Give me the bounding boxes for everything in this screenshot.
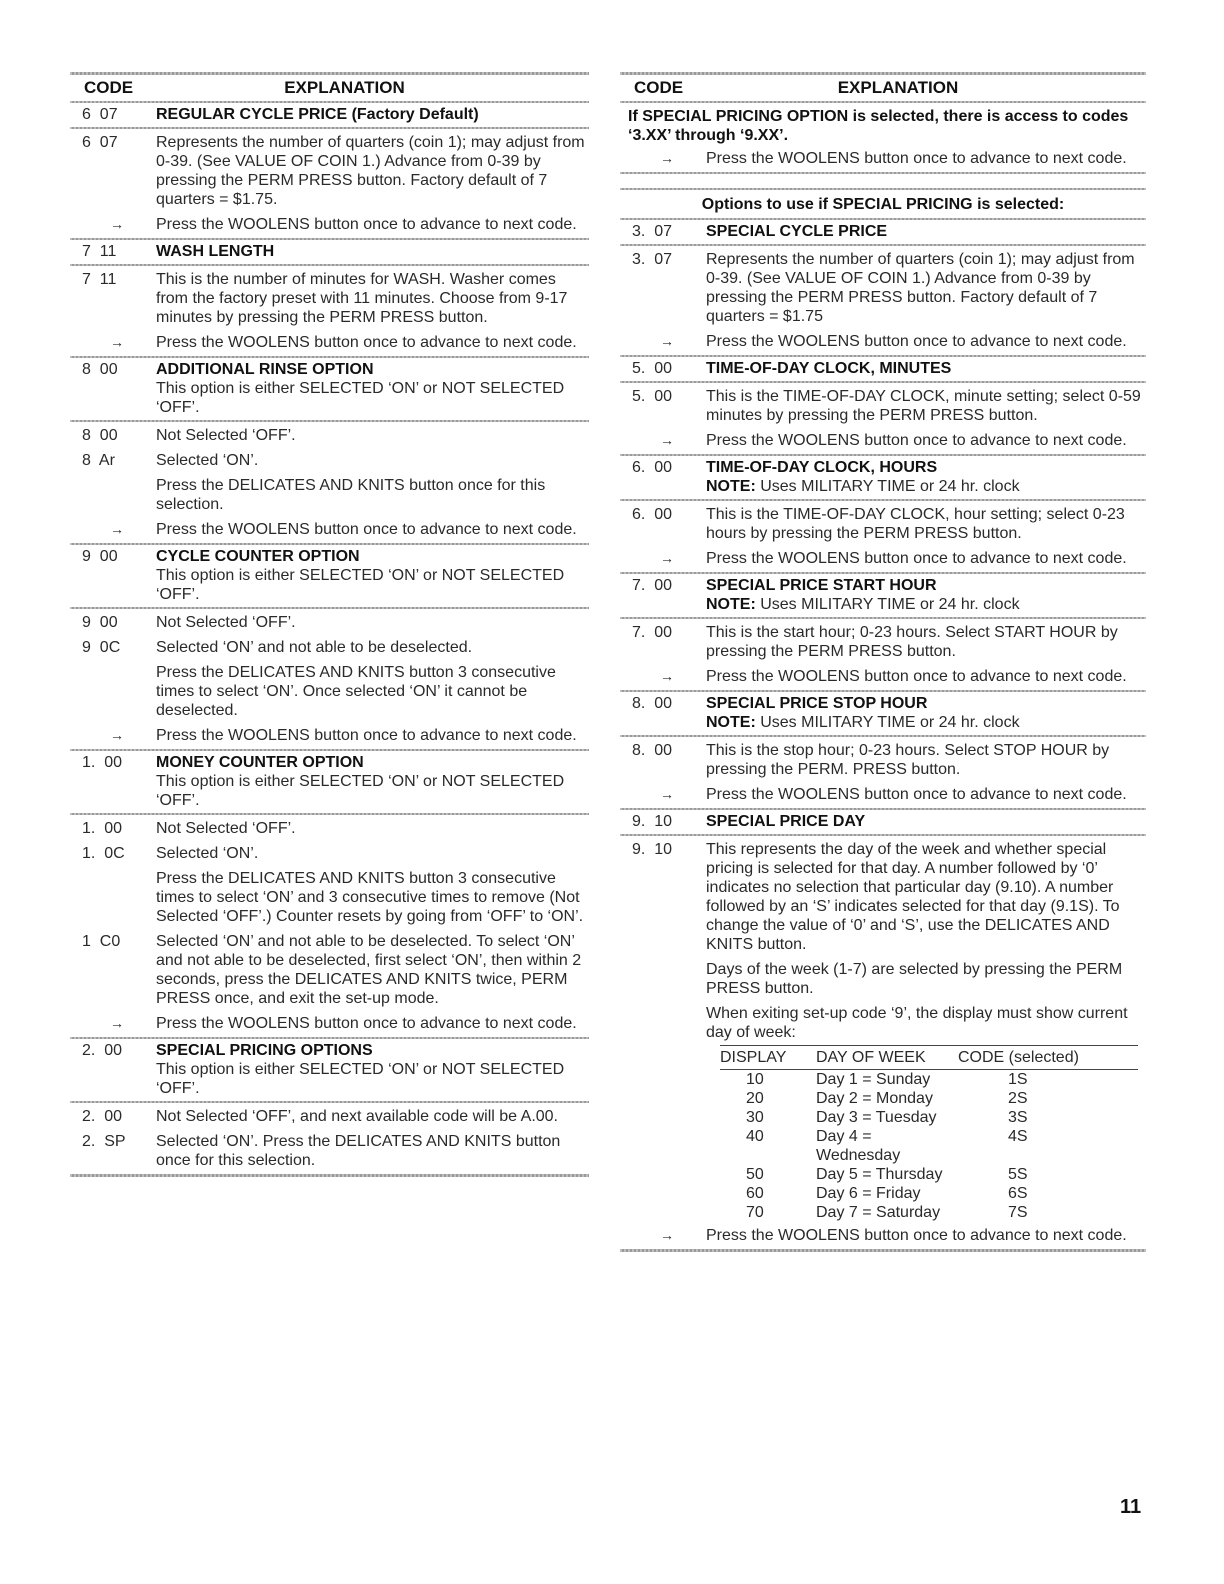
explanation: Days of the week (1-7) are selected by pressing the PERM PRESS button.: [706, 961, 1123, 997]
arrow-icon: →: [110, 727, 124, 743]
days-table-header: [720, 1045, 1138, 1070]
section-subtitle: This option is either SELECTED ‘ON’ or NOT SELECTED ‘OFF’.: [156, 1061, 565, 1097]
code: 8. 00: [632, 742, 673, 759]
days-table-row: [720, 1089, 1138, 1108]
explanation: This is the stop hour; 0-23 hours. Select STOP HOUR by pressing the PERM. PRESS button.: [706, 742, 1110, 778]
explanation: Press the WOOLENS button once to advance to next code.: [706, 786, 1127, 803]
code: 2. 00: [82, 1042, 123, 1059]
table-row: [70, 1132, 589, 1170]
day-value: Day 4 = Wednesday: [816, 1128, 901, 1164]
explanation: Press the WOOLENS button once to advance to next code.: [706, 333, 1127, 350]
table-row: [70, 520, 589, 539]
section-title: SPECIAL PRICE START HOUR: [706, 577, 937, 594]
arrow-icon: →: [660, 150, 674, 166]
note-text: Uses MILITARY TIME or 24 hr. clock: [755, 478, 1020, 495]
code: 9 00: [82, 548, 118, 565]
section-title: SPECIAL PRICING OPTIONS: [156, 1042, 373, 1059]
table-row: [70, 333, 589, 352]
day-value: Day 5 = Thursday: [816, 1166, 943, 1183]
right-column: [620, 72, 1146, 1252]
code: 7 11: [82, 271, 117, 288]
code: 3. 07: [632, 223, 673, 240]
explanation: Press the WOOLENS button once to advance to next code.: [706, 1227, 1127, 1244]
code: 3. 07: [632, 251, 673, 268]
days-table-row: [720, 1184, 1138, 1203]
day-value: Day 1 = Sunday: [816, 1071, 931, 1088]
divider: [70, 749, 589, 751]
arrow-icon: →: [110, 521, 124, 537]
days-table-row: [720, 1203, 1138, 1222]
left-column: [70, 72, 589, 1177]
section-heading: [70, 753, 589, 810]
day-value: Day 7 = Saturday: [816, 1204, 941, 1221]
code: 8. 00: [632, 695, 673, 712]
display-value: 30: [746, 1109, 764, 1126]
note-text: Uses MILITARY TIME or 24 hr. clock: [755, 714, 1020, 731]
table-row: [70, 726, 589, 745]
note-label: NOTE:: [706, 596, 756, 613]
table-row: [620, 431, 1146, 450]
explanation: Press the WOOLENS button once to advance to next code.: [156, 216, 577, 233]
table-row: [620, 785, 1146, 804]
code: 2. 00: [82, 1108, 123, 1125]
code: 5. 00: [632, 388, 673, 405]
divider: [620, 572, 1146, 574]
table-row: [620, 387, 1146, 425]
arrow-icon: →: [660, 668, 674, 684]
table-row: [70, 1107, 589, 1126]
explanation: Press the WOOLENS button once to advance to next code.: [706, 432, 1127, 449]
code-value: 1S: [1008, 1071, 1028, 1088]
explanation: This represents the day of the week and whether special pricing is selected for that day. A number followed by ‘0’ indicates no selection that particular day (9.10). A number followed by an ‘S’ indicates selected for that day (9.1S). To change the value of ‘0’ and ‘S’, use the DELICATES AND KNITS button.: [706, 841, 1120, 953]
day-value: Day 6 = Friday: [816, 1185, 921, 1202]
code-value: 6S: [1008, 1185, 1028, 1202]
code-value: 4S: [1008, 1128, 1028, 1145]
display-value: 50: [746, 1166, 764, 1183]
table-row: [70, 215, 589, 234]
section-heading: [70, 547, 589, 604]
code: 7. 00: [632, 624, 673, 641]
divider: [70, 543, 589, 545]
explanation: Selected ‘ON’ and not able to be deselected. To select ‘ON’ and not able to be deselected, first select ‘ON’, then within 2 seconds, press the DELICATES AND KNITS twice, PERM PRESS once, and exit the set-up mode.: [156, 933, 582, 1007]
day-value: Day 2 = Monday: [816, 1090, 933, 1107]
divider: [620, 355, 1146, 357]
display-value: 60: [746, 1185, 764, 1202]
code-value: 5S: [1008, 1166, 1028, 1183]
days-table: [720, 1045, 1138, 1222]
note-text: Uses MILITARY TIME or 24 hr. clock: [755, 596, 1020, 613]
code: 1. 0C: [82, 845, 125, 862]
explanation: Press the DELICATES AND KNITS button 3 consecutive times to select ‘ON’. Once selected ‘ON’ it cannot be deselected.: [156, 664, 556, 719]
explanation: Not Selected ‘OFF’.: [156, 614, 296, 631]
arrow-icon: →: [660, 333, 674, 349]
explanation: Press the WOOLENS button once to advance to next code.: [156, 727, 577, 744]
explanation: Represents the number of quarters (coin 1); may adjust from 0-39. (See VALUE OF COIN 1.) Advance from 0-39 by pressing the PERM PRESS button. Factory default of 7 quarters = $1.75.: [156, 134, 585, 208]
arrow-icon: →: [110, 1015, 124, 1031]
table-row: [70, 638, 589, 657]
section-heading: [70, 105, 589, 124]
explanation-header: EXPLANATION: [284, 78, 405, 97]
table-row: [620, 1226, 1146, 1245]
section-heading: [620, 576, 1146, 614]
explanation: Press the DELICATES AND KNITS button once for this selection.: [156, 477, 546, 513]
table-row: [70, 932, 589, 1008]
days-table-row: [720, 1070, 1138, 1089]
days-table-row: [720, 1165, 1138, 1184]
code: 1. 00: [82, 820, 123, 837]
note-label: NOTE:: [706, 478, 756, 495]
divider: [620, 808, 1146, 810]
section-heading: [620, 694, 1146, 732]
divider: [70, 356, 589, 358]
explanation: Selected ‘ON’. Press the DELICATES AND KNITS button once for this selection.: [156, 1133, 561, 1169]
explanation: Not Selected ‘OFF’.: [156, 427, 296, 444]
days-table-row: [720, 1108, 1138, 1127]
section-title: REGULAR CYCLE PRICE (Factory Default): [156, 106, 479, 123]
section-title: SPECIAL CYCLE PRICE: [706, 223, 888, 240]
table-row: [620, 250, 1146, 326]
table-row: [620, 149, 1146, 168]
divider: [620, 218, 1146, 220]
days-table-row: [720, 1127, 1138, 1165]
code: 7 11: [82, 243, 117, 260]
explanation-header: EXPLANATION: [837, 78, 959, 97]
section-heading: [70, 242, 589, 261]
arrow-icon: →: [110, 334, 124, 350]
table-row: [620, 332, 1146, 351]
section-heading: [620, 458, 1146, 496]
code: 5. 00: [632, 360, 673, 377]
divider: [70, 101, 589, 103]
explanation: This is the start hour; 0-23 hours. Select START HOUR by pressing the PERM PRESS button.: [706, 624, 1118, 660]
divider: [70, 1174, 589, 1177]
code: 6 07: [82, 134, 118, 151]
table-row: [70, 869, 589, 926]
table-row: [70, 1014, 589, 1033]
explanation: Not Selected ‘OFF’, and next available code will be A.00.: [156, 1108, 558, 1125]
table-row: [620, 960, 1146, 998]
section-title: WASH LENGTH: [156, 243, 275, 260]
divider: [620, 1249, 1146, 1252]
code: 8 00: [82, 361, 118, 378]
explanation: Press the WOOLENS button once to advance to next code.: [156, 521, 577, 538]
table-row: [620, 549, 1146, 568]
display-header: DISPLAY: [720, 1049, 787, 1066]
display-value: 40: [746, 1128, 764, 1145]
special-pricing-intro: If SPECIAL PRICING OPTION is selected, there is access to codes ‘3.XX’ through ‘9.XX’.: [628, 108, 1129, 144]
table-row: [70, 451, 589, 470]
display-value: 10: [746, 1071, 764, 1088]
section-subtitle: This option is either SELECTED ‘ON’ or NOT SELECTED ‘OFF’.: [156, 773, 565, 809]
table-row: [70, 663, 589, 720]
code-value: 2S: [1008, 1090, 1028, 1107]
section-heading: [620, 359, 1146, 378]
code: 1 C0: [82, 933, 121, 950]
code: 7. 00: [632, 577, 673, 594]
explanation: Represents the number of quarters (coin 1); may adjust from 0-39. (See VALUE OF COIN 1.) Advance from 0-39 by pressing the PERM PRESS button. Factory default of 7 quarters = $1.75: [706, 251, 1135, 325]
section-subtitle: This option is either SELECTED ‘ON’ or NOT SELECTED ‘OFF’.: [156, 567, 565, 603]
section-title: SPECIAL PRICE DAY: [706, 813, 866, 830]
code: 9 0C: [82, 639, 121, 656]
note-label: NOTE:: [706, 714, 756, 731]
display-value: 70: [746, 1204, 764, 1221]
section-heading: [70, 360, 589, 417]
section-subtitle: This option is either SELECTED ‘ON’ or NOT SELECTED ‘OFF’.: [156, 380, 565, 416]
divider: [620, 690, 1146, 692]
explanation: Press the WOOLENS button once to advance to next code.: [156, 1015, 577, 1032]
code: 1. 00: [82, 754, 123, 771]
explanation: This is the number of minutes for WASH. Washer comes from the factory preset with 11 minutes. Choose from 9-17 minutes by pressing the PERM PRESS button.: [156, 271, 568, 326]
divider: [70, 1037, 589, 1039]
explanation: This is the TIME-OF-DAY CLOCK, minute setting; select 0-59 minutes by pressing the PERM PRESS button.: [706, 388, 1141, 424]
table-row: [70, 476, 589, 514]
table-row: [620, 1004, 1146, 1042]
code-header: CODE: [634, 78, 684, 97]
section-title: ADDITIONAL RINSE OPTION: [156, 361, 374, 378]
arrow-icon: →: [660, 1227, 674, 1243]
day-value: Day 3 = Tuesday: [816, 1109, 937, 1126]
table-header: [620, 75, 1146, 101]
table-row: [70, 844, 589, 863]
divider: [620, 454, 1146, 456]
explanation: Press the DELICATES AND KNITS button 3 consecutive times to select ‘ON’ and 3 consecutive times to remove (Not Selected ‘OFF’.) Counter resets by going from ‘OFF’ to ‘ON’.: [156, 870, 584, 925]
explanation: Selected ‘ON’.: [156, 452, 259, 469]
table-row: [620, 623, 1146, 661]
section-heading: [70, 1041, 589, 1098]
code: 2. SP: [82, 1133, 126, 1150]
code: 9. 10: [632, 813, 673, 830]
section-heading: [620, 222, 1146, 241]
explanation: Selected ‘ON’.: [156, 845, 259, 862]
code: 9. 10: [632, 841, 673, 858]
explanation: Press the WOOLENS button once to advance to next code.: [706, 550, 1127, 567]
section-title: TIME-OF-DAY CLOCK, MINUTES: [706, 360, 952, 377]
divider: [70, 238, 589, 240]
table-row: [70, 270, 589, 327]
table-row: [70, 133, 589, 209]
table-row: [620, 505, 1146, 543]
code: 6. 00: [632, 506, 673, 523]
section-title: MONEY COUNTER OPTION: [156, 754, 364, 771]
page-number: 11: [1120, 1496, 1142, 1518]
section-title: CYCLE COUNTER OPTION: [156, 548, 360, 565]
arrow-icon: →: [660, 786, 674, 802]
section-title: TIME-OF-DAY CLOCK, HOURS: [706, 459, 938, 476]
code-header: CODE (selected): [958, 1049, 1079, 1066]
code: 6. 00: [632, 459, 673, 476]
table-header: [70, 75, 589, 101]
table-row: [620, 840, 1146, 954]
table-row: [70, 426, 589, 445]
day-header: DAY OF WEEK: [816, 1049, 926, 1066]
arrow-icon: →: [660, 550, 674, 566]
display-value: 20: [746, 1090, 764, 1107]
section-heading: [620, 812, 1146, 831]
explanation: Press the WOOLENS button once to advance to next code.: [156, 334, 577, 351]
section-title: SPECIAL PRICE STOP HOUR: [706, 695, 928, 712]
table-row: [70, 819, 589, 838]
code: 9 00: [82, 614, 118, 631]
explanation: Press the WOOLENS button once to advance to next code.: [706, 150, 1127, 167]
table-row: [70, 613, 589, 632]
code: 8 Ar: [82, 452, 115, 469]
code-header: CODE: [84, 78, 134, 97]
arrow-icon: →: [110, 216, 124, 232]
code: 6 07: [82, 106, 118, 123]
table-row: [620, 667, 1146, 686]
explanation: Not Selected ‘OFF’.: [156, 820, 296, 837]
code-value: 7S: [1008, 1204, 1028, 1221]
options-heading: Options to use if SPECIAL PRICING is selected:: [701, 196, 1065, 213]
table-row: [620, 741, 1146, 779]
explanation: When exiting set-up code ‘9’, the display must show current day of week:: [706, 1005, 1128, 1041]
explanation: This is the TIME-OF-DAY CLOCK, hour setting; select 0-23 hours by pressing the PERM PRESS button.: [706, 506, 1125, 542]
explanation: Press the WOOLENS button once to advance to next code.: [706, 668, 1127, 685]
code: 8 00: [82, 427, 118, 444]
arrow-icon: →: [660, 432, 674, 448]
explanation: Selected ‘ON’ and not able to be deselected.: [156, 639, 473, 656]
code-value: 3S: [1008, 1109, 1028, 1126]
